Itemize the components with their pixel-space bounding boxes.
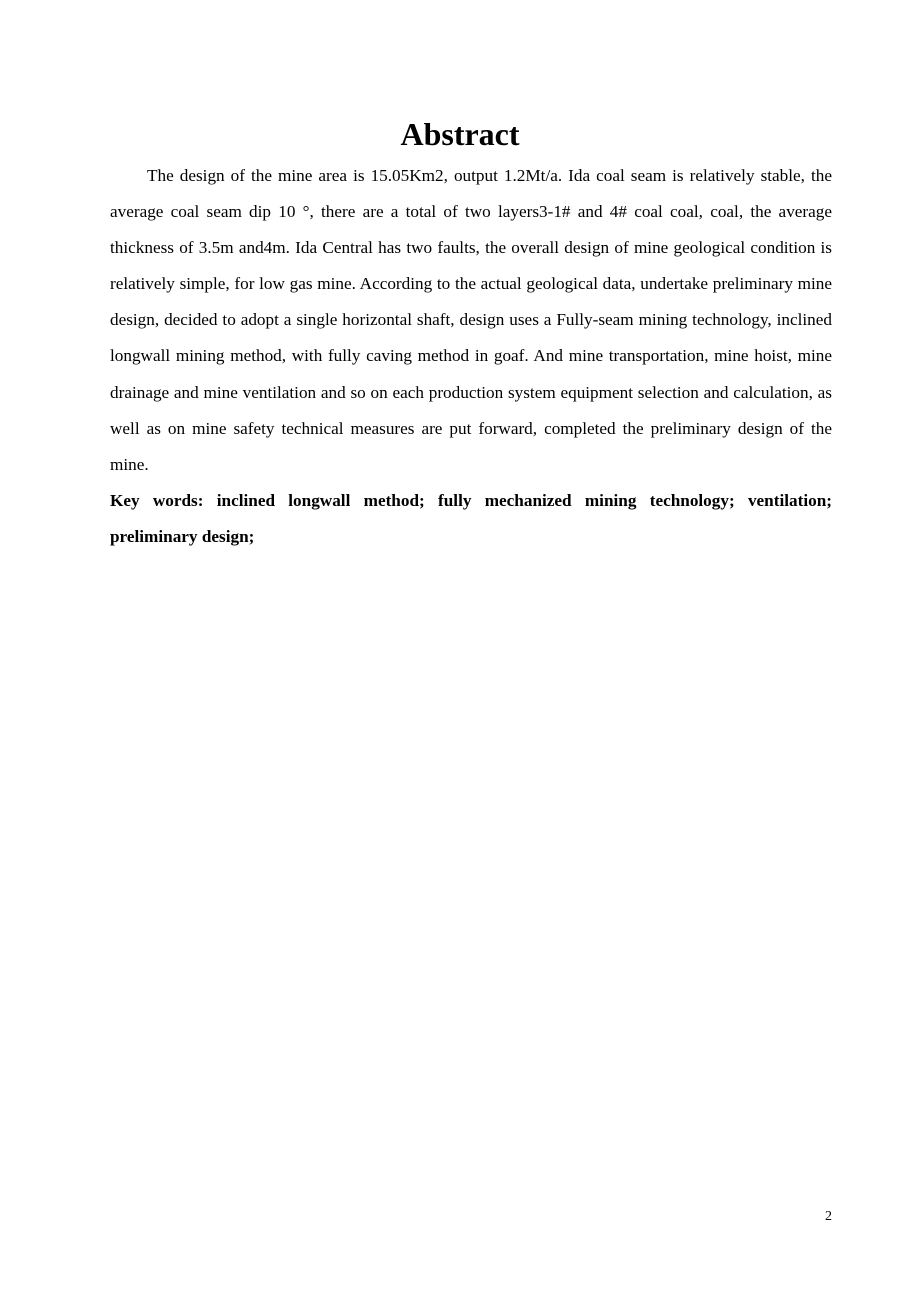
- abstract-paragraph: The design of the mine area is 15.05Km2, output 1.2Mt/a. Ida coal seam is relatively stable, the average coal seam dip 10 °, there are a total of two layers3-1# and 4# coal coal, coal, the average thickness of 3.5m and4m. Ida Central has two faults, the overall design of mine geological condition is relatively simple, for low gas mine. According to the actual geological data, undertake preliminary mine design, decided to adopt a single horizontal shaft, design uses a Fully-seam mining technology, inclined longwall mining method, with fully caving method in goaf. And mine transportation, mine hoist, mine drainage and mine ventilation and so on each production system equipment selection and calculation, as well as on mine safety technical measures are put forward, completed the preliminary design of the mine.: [110, 166, 832, 474]
- keywords-paragraph: Key words: inclined longwall method; fully mechanized mining technology; ventilation; preliminary design;: [110, 491, 832, 547]
- page-number: 2: [825, 1209, 832, 1224]
- page-title: Abstract: [400, 116, 520, 152]
